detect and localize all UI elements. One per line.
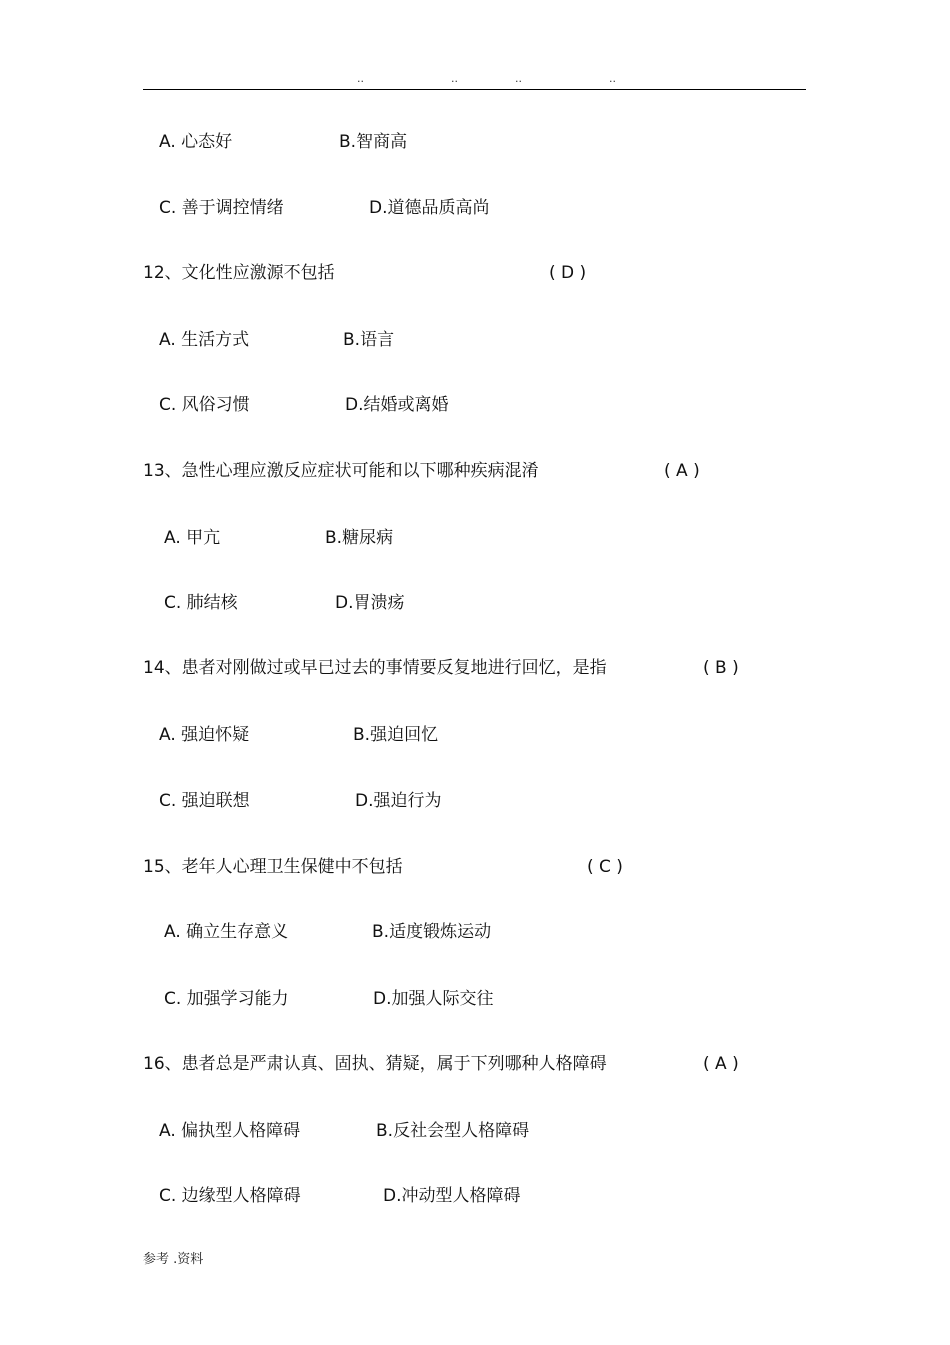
option-a: A. 甲亢 bbox=[164, 528, 221, 548]
option-b: B.语言 bbox=[343, 330, 395, 350]
question-text: 13、急性心理应激反应症状可能和以下哪种疾病混淆 bbox=[143, 461, 539, 481]
option-b: B.智商高 bbox=[339, 132, 408, 152]
question-text: 14、患者对刚做过或早已过去的事情要反复地进行回忆，是指 bbox=[143, 658, 607, 678]
option-d: D.强迫行为 bbox=[355, 791, 442, 811]
option-d: D.加强人际交往 bbox=[373, 989, 494, 1009]
option-d: D.结婚或离婚 bbox=[345, 395, 449, 415]
question-answer: ( C ) bbox=[587, 857, 623, 877]
option-c: C. 肺结核 bbox=[164, 593, 238, 613]
option-c: C. 善于调控情绪 bbox=[159, 198, 284, 218]
option-a: A. 强迫怀疑 bbox=[159, 725, 250, 745]
option-c: C. 边缘型人格障碍 bbox=[159, 1186, 301, 1206]
option-a: A. 偏执型人格障碍 bbox=[159, 1121, 301, 1141]
header-dot: .. bbox=[451, 72, 458, 85]
option-a: A. 心态好 bbox=[159, 132, 233, 152]
header-dot: .. bbox=[357, 72, 364, 85]
header-rule bbox=[143, 89, 806, 90]
option-b: B.反社会型人格障碍 bbox=[376, 1121, 530, 1141]
option-d: D.道德品质高尚 bbox=[369, 198, 490, 218]
option-a: A. 生活方式 bbox=[159, 330, 250, 350]
question-answer: ( A ) bbox=[703, 1054, 739, 1074]
question-text: 15、老年人心理卫生保健中不包括 bbox=[143, 857, 403, 877]
page-footer: 参考 .资料 bbox=[143, 1252, 204, 1267]
question-answer: ( B ) bbox=[703, 658, 739, 678]
option-d: D.胃溃疡 bbox=[335, 593, 405, 613]
option-b: B.糖尿病 bbox=[325, 528, 394, 548]
question-text: 16、患者总是严肃认真、固执、猜疑，属于下列哪种人格障碍 bbox=[143, 1054, 607, 1074]
header-dot: .. bbox=[515, 72, 522, 85]
header-dot: .. bbox=[609, 72, 616, 85]
option-c: C. 风俗习惯 bbox=[159, 395, 250, 415]
option-b: B.适度锻炼运动 bbox=[372, 922, 492, 942]
option-b: B.强迫回忆 bbox=[353, 725, 439, 745]
question-answer: ( A ) bbox=[664, 461, 700, 481]
page-header-dots bbox=[0, 72, 950, 86]
option-d: D.冲动型人格障碍 bbox=[383, 1186, 521, 1206]
option-c: C. 强迫联想 bbox=[159, 791, 250, 811]
option-a: A. 确立生存意义 bbox=[164, 922, 289, 942]
question-answer: ( D ) bbox=[549, 263, 587, 283]
option-c: C. 加强学习能力 bbox=[164, 989, 289, 1009]
question-text: 12、文化性应激源不包括 bbox=[143, 263, 335, 283]
